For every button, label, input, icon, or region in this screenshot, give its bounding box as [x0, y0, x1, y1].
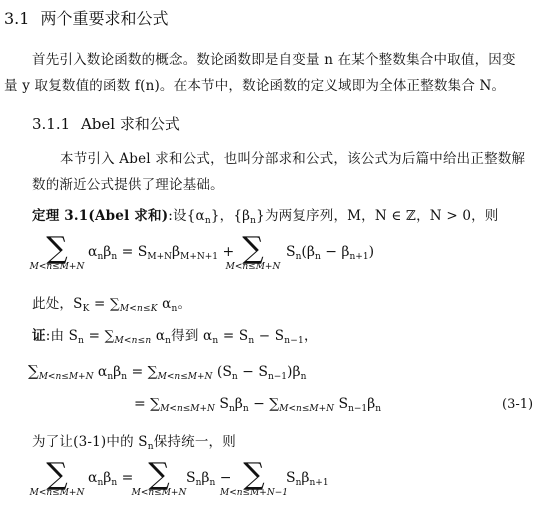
sum-limits: M<n≤M+N — [225, 262, 281, 272]
eq1-sum-left — [28, 231, 86, 272]
eq4-sum-3 — [220, 457, 288, 498]
unify-line: 为了让(3-1)中的 $S_n$保持统一，则 — [32, 434, 236, 452]
remark-line: 此处，$S_K = \sum_{M<n\le K}$ $\alpha_n$。 — [32, 296, 192, 314]
eq4-sum-1 — [28, 457, 86, 498]
sum-limits: M<n≤M+N — [131, 488, 187, 498]
sub-intro-line-2: 数的渐近公式提供了理论基础。 — [32, 177, 224, 193]
eq3-line: = $\sum_{M<n\le M+N}$ $S_n\beta_n - \sum_{M<n\le M+N}$ $S_{n-1}\beta_n$ — [134, 396, 382, 414]
eq1-right-term: $S_n(\beta_n - \beta_{n+1})$ — [286, 244, 375, 262]
proof-label: 证 — [32, 328, 46, 344]
intro-line-1: 首先引入数论函数的概念。数论函数即是自变量 n 在某个整数集合中取值，因变 — [32, 52, 516, 68]
eq4-term-2: $S_n\beta_n$ − — [186, 470, 232, 488]
sum-limits: M<n≤M+N−1 — [220, 488, 288, 498]
eq1-sum-right — [224, 231, 282, 272]
sum-limits: M<n≤M+N — [29, 262, 85, 272]
proof-line: 证:由 $S_n = \sum_{M<n\le n}$ $\alpha_n$得到 $\alpha_n = S_n - S_{n-1}$， — [32, 328, 318, 346]
eq2-line: $\sum_{M<n\le M+N}$ $\alpha_n\beta_n = \sum_{M<n\le M+N}$ $(S_n - S_{n-1})\beta_n$ — [28, 362, 307, 382]
eq4-lhs: $\alpha_n\beta_n$ = — [88, 470, 134, 488]
sigma-symbol: ∑ — [46, 457, 68, 492]
intro-line-2: 量 y 取复数值的函数 f(n)。在本节中，数论函数的定义域即为全体正整数集合 N。 — [4, 78, 506, 94]
section-heading — [4, 6, 169, 29]
section-number: 3.1 — [4, 9, 30, 28]
sum-limits: M<n≤M+N — [29, 488, 85, 498]
theorem-label: 定理 3.1(Abel 求和) — [32, 208, 169, 224]
eq4-term-3: $S_n\beta_{n+1}$ — [286, 470, 329, 488]
theorem-statement: 定理 3.1(Abel 求和):设$\{\alpha_n\}$，$\{\beta_n\}$为两复序列，M，N ∈ ℤ，N > 0，则 — [32, 208, 499, 226]
equation-number: (3-1) — [502, 397, 534, 412]
sub-intro-line-1: 本节引入 Abel 求和公式，也叫分部求和公式，该公式为后篇中给出正整数解 — [60, 151, 526, 167]
sigma-symbol: ∑ — [46, 231, 68, 266]
section-title: 两个重要求和公式 — [40, 9, 169, 28]
sigma-symbol: ∑ — [148, 457, 170, 492]
eq4-sum-2 — [130, 457, 188, 498]
subsection-heading — [32, 113, 180, 134]
subsection-number: 3.1.1 — [32, 115, 71, 133]
subsection-title: Abel 求和公式 — [80, 115, 180, 133]
sigma-symbol: ∑ — [242, 231, 264, 266]
sigma-symbol: ∑ — [243, 457, 265, 492]
eq1-left-term: $\alpha_n\beta_n = S_{M+N}\beta_{M+N+1}$ + — [88, 244, 235, 262]
